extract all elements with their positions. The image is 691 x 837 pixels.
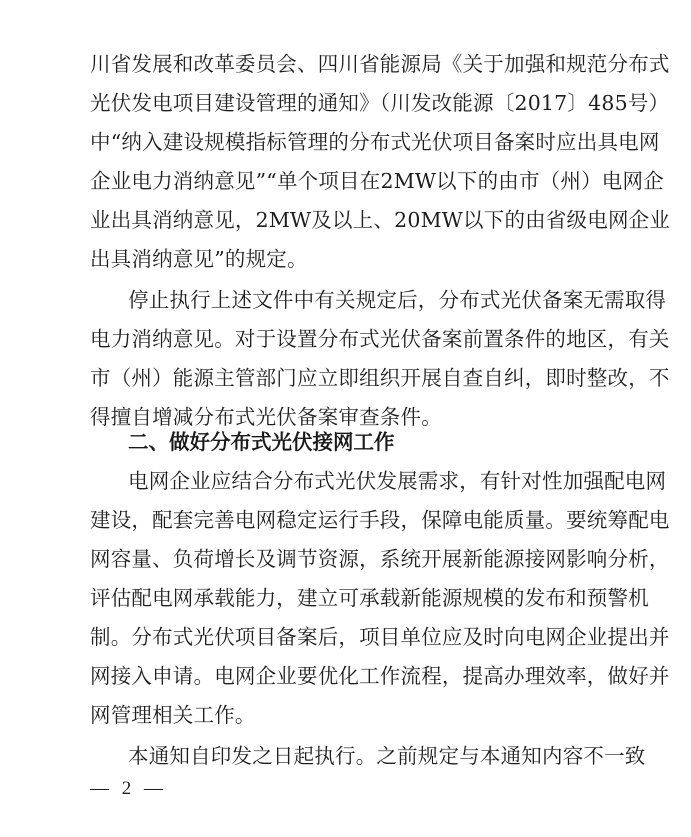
paragraph-3-line-1: 电网企业应结合分布式光伏发展需求，有针对性加强配电网 (128, 469, 667, 493)
page-number: — 2 — (90, 778, 167, 799)
paragraph-3-line-4: 评估配电网承载能力，建立可承载新能源规模的发布和预警机 (90, 586, 649, 610)
paragraph-1-line-6: 出具消纳意见”的规定。 (90, 247, 308, 271)
paragraph-3-line-3: 网容量、负荷增长及调节资源，系统开展新能源接网影响分析， (90, 547, 670, 571)
paragraph-2-line-2: 电力消纳意见。对于设置分布式光伏备案前置条件的地区，有关 (90, 327, 670, 351)
paragraph-1-line-2: 光伏发电项目建设管理的通知》（川发改能源〔2017〕485号） (90, 91, 670, 115)
paragraph-4-line-1: 本通知自印发之日起执行。之前规定与本通知内容不一致 (128, 744, 646, 768)
paragraph-2-line-3: 市（州）能源主管部门应立即组织开展自查自纠，即时整改，不 (90, 366, 670, 390)
paragraph-3-line-6: 网接入申请。电网企业要优化工作流程，提高办理效率，做好并 (90, 664, 670, 688)
paragraph-1-line-5: 业出具消纳意见，2MW及以上、20MW以下的由省级电网企业 (90, 208, 671, 232)
paragraph-3-line-7: 网管理相关工作。 (90, 703, 256, 727)
paragraph-1-line-1: 川省发展和改革委员会、四川省能源局《关于加强和规范分布式 (90, 52, 670, 76)
paragraph-2-line-1: 停止执行上述文件中有关规定后，分布式光伏备案无需取得 (128, 288, 667, 312)
paragraph-2-line-4: 得擅自增减分布式光伏备案审查条件。 (90, 405, 442, 429)
paragraph-1-line-4: 企业电力消纳意见”“单个项目在2MW以下的由市（州）电网企 (90, 169, 664, 193)
paragraph-3-line-2: 建设，配套完善电网稳定运行手段，保障电能质量。要统筹配电 (90, 508, 670, 532)
section-heading: 二、做好分布式光伏接网工作 (128, 430, 395, 454)
paragraph-3-line-5: 制。分布式光伏项目备案后，项目单位应及时向电网企业提出并 (90, 625, 670, 649)
paragraph-1-line-3: 中“纳入建设规模指标管理的分布式光伏项目备案时应出具电网 (90, 130, 660, 154)
